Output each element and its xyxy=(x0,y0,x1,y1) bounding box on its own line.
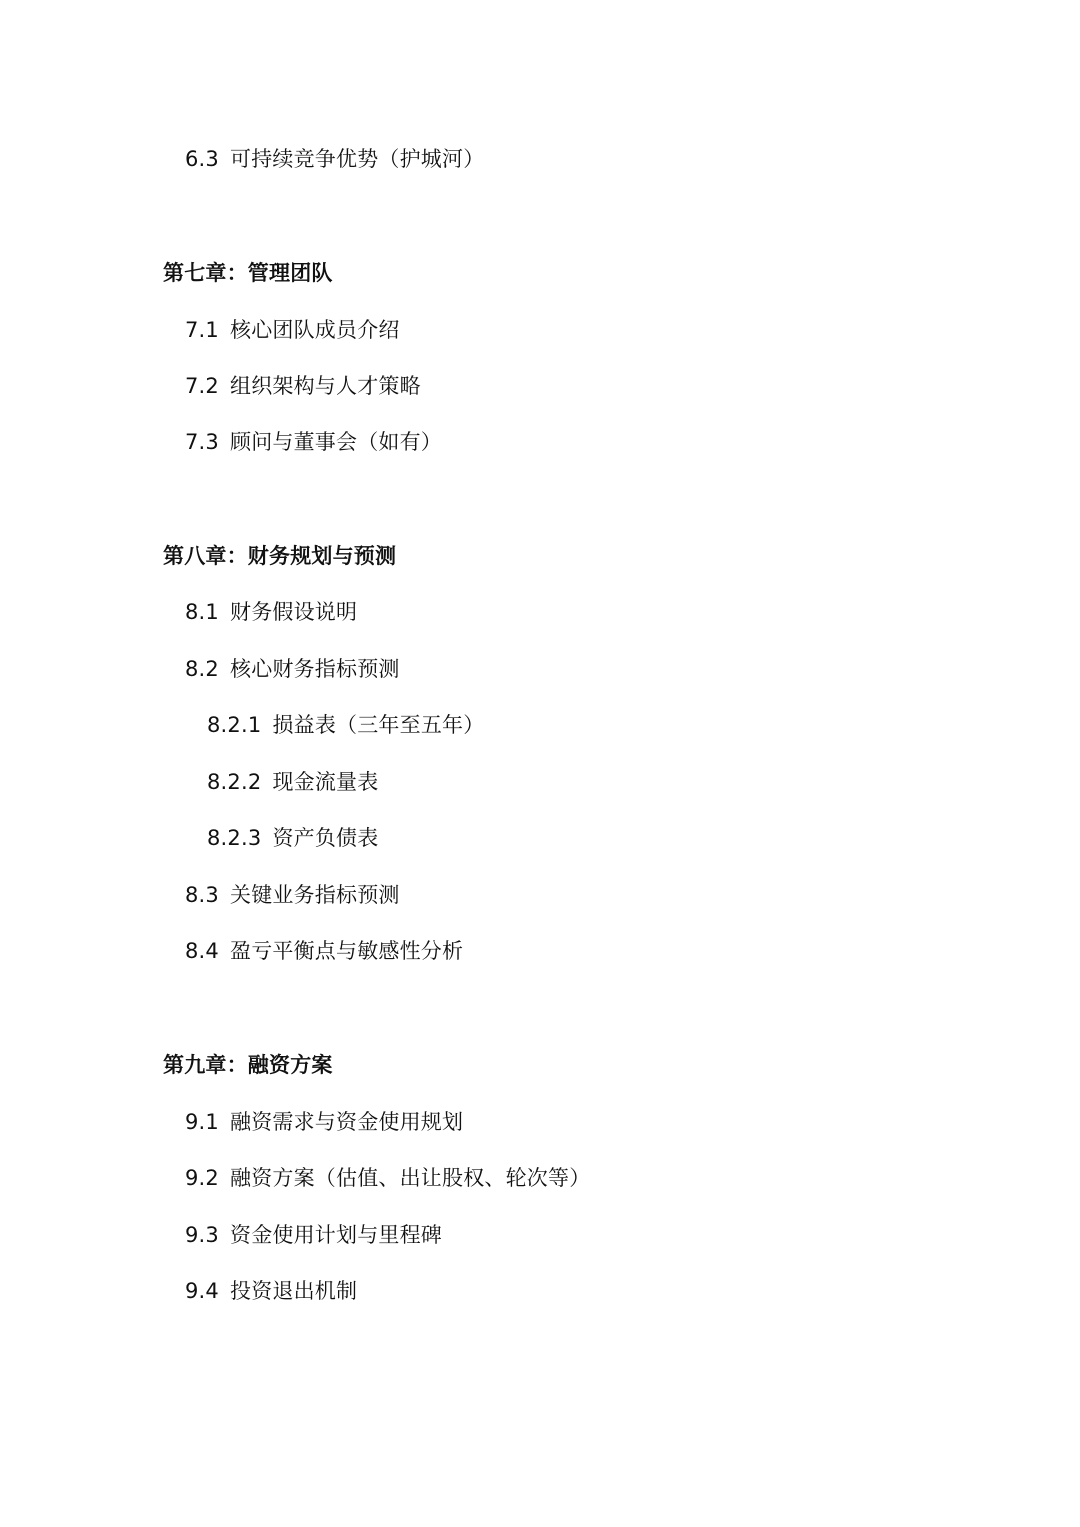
toc-entry-7-1 xyxy=(185,316,400,344)
toc-entry-8-2-3 xyxy=(207,824,378,852)
chapter-heading-7: 第七章：管理团队 xyxy=(163,261,333,285)
section-number: 8.1 xyxy=(185,600,219,624)
toc-entry-8-1 xyxy=(185,598,357,626)
section-number: 6.3 xyxy=(185,147,219,171)
toc-entry-9-4 xyxy=(185,1277,357,1305)
toc-entry-9-1 xyxy=(185,1108,463,1136)
section-title: 核心财务指标预测 xyxy=(230,657,400,681)
section-title: 可持续竞争优势（护城河） xyxy=(230,147,485,171)
section-title: 顾问与董事会（如有） xyxy=(230,430,442,454)
section-title: 关键业务指标预测 xyxy=(230,883,400,907)
section-title: 资产负债表 xyxy=(272,826,379,850)
toc-entry-6-3 xyxy=(185,145,484,173)
chapter-heading-9: 第九章：融资方案 xyxy=(163,1053,333,1077)
section-title: 融资方案（估值、出让股权、轮次等） xyxy=(230,1166,591,1190)
section-title: 组织架构与人才策略 xyxy=(230,374,421,398)
section-number: 7.2 xyxy=(185,374,219,398)
section-number: 9.1 xyxy=(185,1110,219,1134)
toc-entry-9-3 xyxy=(185,1221,442,1249)
section-number: 8.2 xyxy=(185,657,219,681)
section-title: 财务假设说明 xyxy=(230,600,358,624)
chapter-heading-8: 第八章：财务规划与预测 xyxy=(163,544,397,568)
section-number: 8.3 xyxy=(185,883,219,907)
section-number: 8.2.2 xyxy=(207,770,262,794)
toc-entry-8-2-2 xyxy=(207,768,378,796)
section-title: 投资退出机制 xyxy=(230,1279,358,1303)
section-title: 核心团队成员介绍 xyxy=(230,318,400,342)
section-number: 9.4 xyxy=(185,1279,219,1303)
section-title: 资金使用计划与里程碑 xyxy=(230,1223,442,1247)
section-number: 8.2.1 xyxy=(207,713,262,737)
toc-entry-8-4 xyxy=(185,937,463,965)
section-number: 8.4 xyxy=(185,939,219,963)
toc-entry-8-2 xyxy=(185,655,400,683)
toc-entry-9-2 xyxy=(185,1164,590,1192)
toc-entry-8-2-1 xyxy=(207,711,484,739)
section-number: 7.1 xyxy=(185,318,219,342)
section-title: 现金流量表 xyxy=(272,770,379,794)
toc-entry-7-3 xyxy=(185,428,442,456)
section-number: 9.3 xyxy=(185,1223,219,1247)
section-title: 盈亏平衡点与敏感性分析 xyxy=(230,939,464,963)
section-title: 损益表（三年至五年） xyxy=(272,713,485,737)
section-number: 8.2.3 xyxy=(207,826,262,850)
section-number: 7.3 xyxy=(185,430,219,454)
section-title: 融资需求与资金使用规划 xyxy=(230,1110,464,1134)
section-number: 9.2 xyxy=(185,1166,219,1190)
toc-entry-7-2 xyxy=(185,372,421,400)
toc-entry-8-3 xyxy=(185,881,400,909)
